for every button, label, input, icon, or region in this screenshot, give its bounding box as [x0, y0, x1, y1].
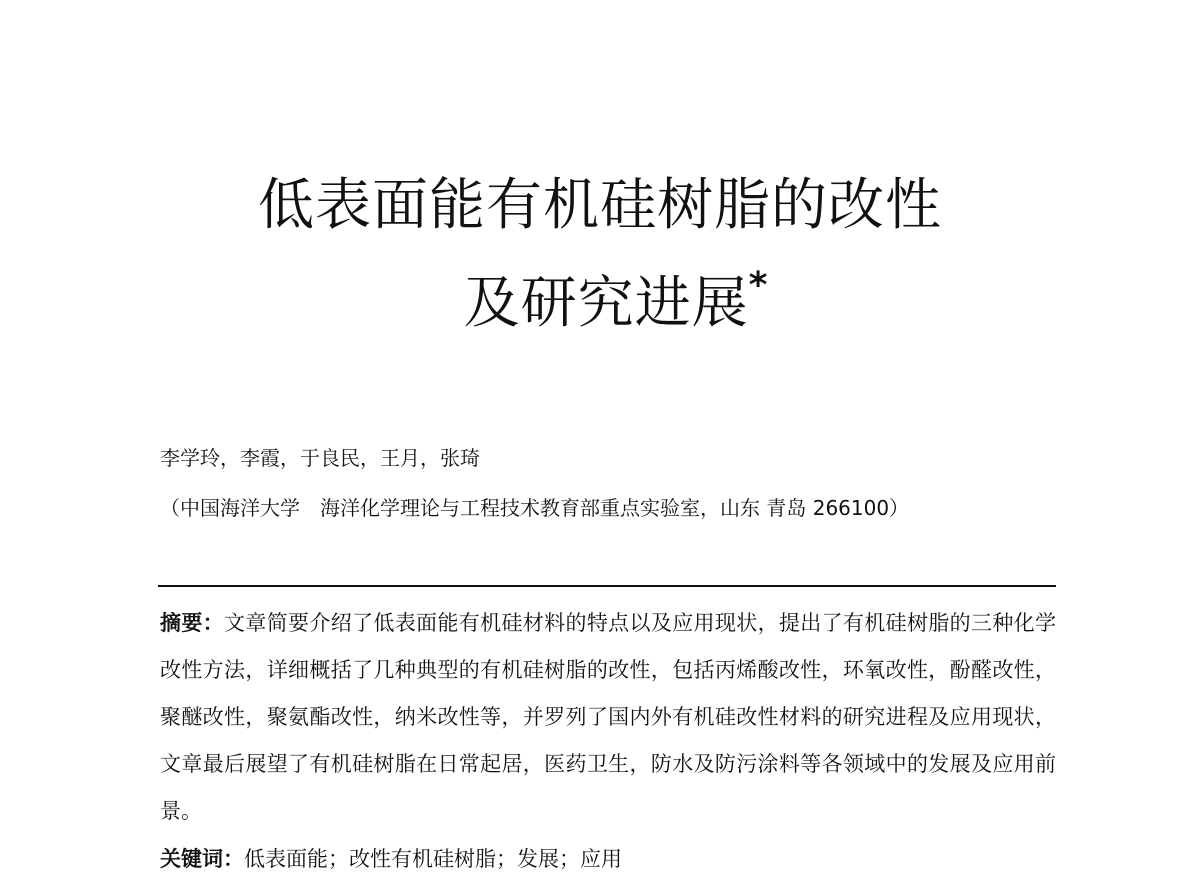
abstract-label: 摘要：: [160, 611, 225, 635]
abstract: [160, 600, 1056, 835]
paper-title-line-2-text: 及研究进展: [463, 271, 749, 336]
abstract-text: 文章简要介绍了低表面能有机硅材料的特点以及应用现状，提出了有机硅树脂的三种化学改性方法，详细概括了几种典型的有机硅树脂的改性，包括丙烯酸改性，环氧改性，酚醛改性，聚醚改性，聚氨酯改性，纳米改性等，并罗列了国内外有机硅改性材料的研究进程及应用现状，文章最后展望了有机硅树脂在日常起居，医药卫生，防水及防污涂料等各领域中的发展及应用前景。: [160, 611, 1057, 823]
paper-title-line-2: [0, 265, 1200, 336]
title-footnote-mark: *: [748, 265, 769, 306]
keywords: [160, 839, 622, 879]
title-block: [0, 173, 1200, 336]
author-list: 李学玲，李霞，于良民，王月，张琦: [160, 446, 480, 470]
keywords-label: 关键词：: [160, 847, 244, 871]
paper-title-line-1: 低表面能有机硅树脂的改性: [258, 173, 942, 238]
affiliation: （中国海洋大学 海洋化学理论与工程技术教育部重点实验室，山东 青岛 266100）: [160, 496, 910, 520]
keywords-text: 低表面能；改性有机硅树脂；发展；应用: [244, 847, 622, 871]
separator-rule: [158, 585, 1056, 587]
